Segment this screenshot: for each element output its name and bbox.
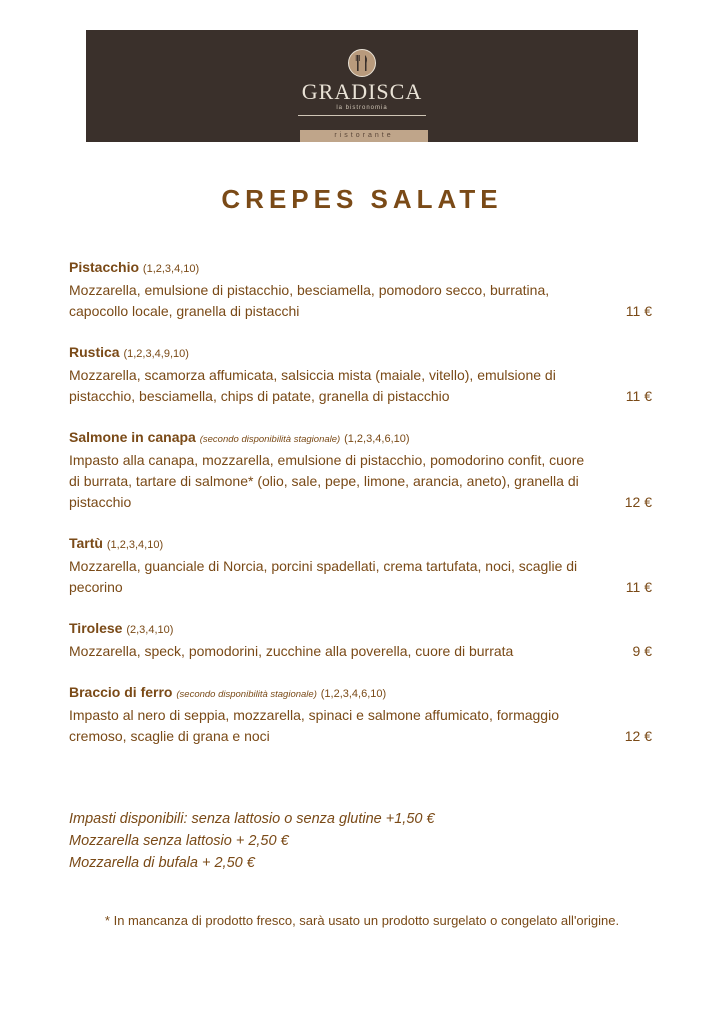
option-line: Mozzarella di bufala + 2,50 € <box>69 855 255 871</box>
item-name: Rustica <box>69 344 120 360</box>
item-allergens: (1,2,3,4,10) <box>106 539 164 551</box>
menu-item-tartu <box>69 533 652 598</box>
cutlery-emblem-icon <box>347 48 377 78</box>
item-description: Mozzarella, guanciale di Norcia, porcini spadellati, crema tartufata, noci, scaglie di pecorino <box>69 558 578 595</box>
item-name: Salmone in canapa <box>69 429 196 445</box>
menu-item-pistacchio <box>69 257 652 322</box>
item-description: Mozzarella, emulsione di pistacchio, besciamella, pomodoro secco, burratina, capocollo locale, granella di pistacchi <box>69 282 550 319</box>
page-title: CREPES SALATE <box>221 184 503 214</box>
item-price: 11 € <box>625 579 652 595</box>
item-allergens: (1,2,3,4,6,10) <box>344 433 410 445</box>
item-seasonal-note: (secondo disponibilità stagionale) <box>176 689 317 700</box>
header-banner <box>86 30 638 142</box>
item-heading <box>69 682 652 705</box>
item-price: 12 € <box>624 728 652 744</box>
item-heading <box>69 427 652 450</box>
menu-item-tirolese <box>69 618 652 662</box>
item-heading <box>69 342 652 365</box>
item-price: 11 € <box>625 388 652 404</box>
item-allergens: (1,2,3,4,6,10) <box>320 688 387 700</box>
item-name: Tirolese <box>69 620 123 636</box>
restaurant-logo <box>86 48 638 116</box>
menu-item-braccio-di-ferro <box>69 682 652 747</box>
item-name: Pistacchio <box>69 259 140 275</box>
item-description: Mozzarella, scamorza affumicata, salsiccia mista (maiale, vitello), emulsione di pistacchio, besciamella, chips di patate, granella di pistacchio <box>69 367 556 404</box>
option-line: Mozzarella senza lattosio + 2,50 € <box>69 833 289 849</box>
item-heading <box>69 533 652 556</box>
item-name: Braccio di ferro <box>69 684 173 700</box>
ristorante-ribbon: ristorante <box>300 130 428 142</box>
item-price: 12 € <box>624 494 652 510</box>
footnote: * In mancanza di prodotto fresco, sarà usato un prodotto surgelato o congelato all'origine. <box>104 913 620 928</box>
logo-divider <box>298 115 426 116</box>
menu-item-rustica <box>69 342 652 407</box>
menu-item-salmone-in-canapa <box>69 427 652 513</box>
item-seasonal-note: (secondo disponibilità stagionale) <box>199 434 341 445</box>
item-allergens: (2,3,4,10) <box>126 624 174 636</box>
item-price: 9 € <box>632 643 652 659</box>
item-heading <box>69 618 652 641</box>
dough-options <box>69 808 435 874</box>
menu-list <box>69 257 652 767</box>
item-description: Impasto alla canapa, mozzarella, emulsione di pistacchio, pomodorino confit, cuore di burrata, tartare di salmone* (olio, sale, pepe, limone, arancia, aneto), granella di pistacchio <box>69 452 585 510</box>
item-allergens: (1,2,3,4,9,10) <box>123 348 189 360</box>
item-name: Tartù <box>69 535 103 551</box>
item-description: Mozzarella, speck, pomodorini, zucchine alla poverella, cuore di burrata <box>69 643 514 659</box>
item-heading <box>69 257 652 280</box>
option-line: Impasti disponibili: senza lattosio o senza glutine +1,50 € <box>69 811 435 827</box>
item-description: Impasto al nero di seppia, mozzarella, spinaci e salmone affumicato, formaggio cremoso, scaglie di grana e noci <box>69 707 559 744</box>
logo-name: GRADISCA <box>301 79 423 104</box>
logo-subtitle: la bistronomia <box>336 105 388 111</box>
item-price: 11 € <box>625 303 652 319</box>
item-allergens: (1,2,3,4,10) <box>142 263 200 275</box>
